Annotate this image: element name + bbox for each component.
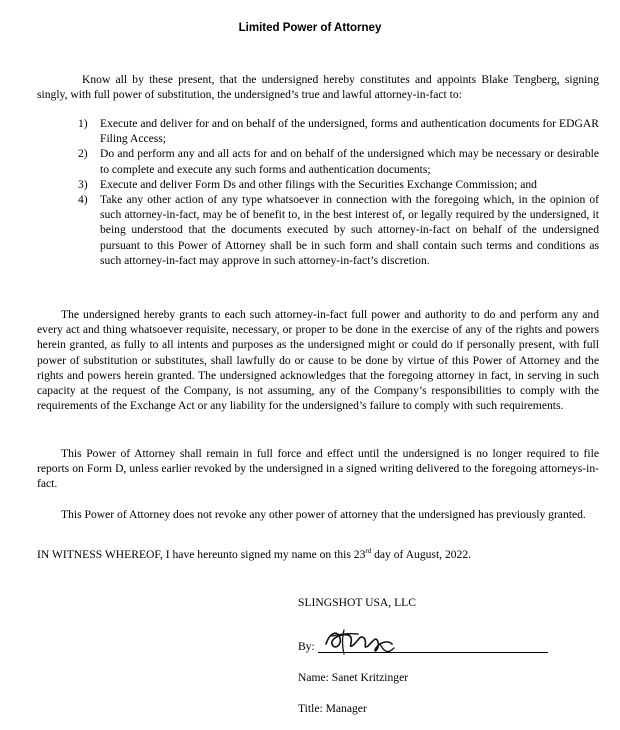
list-item-text: Do and perform any and all acts for and on behalf of the undersigned which may be necessary or desirable to complete and execute any such forms and authentication documents; (100, 147, 599, 176)
intro-paragraph: Know all by these present, that the undersigned hereby constitutes and appoints Blake Tengberg, signing singly, with full power of substitution, the undersigned’s true and lawful attorney-in-fact to: (37, 73, 599, 102)
grant-paragraph: The undersigned hereby grants to each such attorney-in-fact full power and authority to do and perform any and every act and thing whatsoever requisite, necessary, or proper to be done in the exercise of any of the rights and powers herein granted, as fully to all intents and purposes as the undersigned might or could do if personally present, with full power of substitution or substitutes, shall lawfully do or cause to be done by virtue of this Power of Attorney and the rights and powers herein granted. The undersigned acknowledges that the foregoing attorney in fact, in serving in such capacity at the request of the Company, is not assuming, any of the Company’s responsibilities to comply with the requirements of the Exchange Act or any liability for the undersigned’s failure to comply with such requirements. (37, 308, 599, 413)
by-label: By: (298, 640, 315, 653)
powers-list (78, 116, 599, 268)
witness-text-before: IN WITNESS WHEREOF, I have hereunto signed my name on this 23 (37, 548, 366, 561)
list-item-number: 2) (78, 147, 88, 161)
list-item (78, 177, 599, 192)
list-item-text: Execute and deliver for and on behalf of the undersigned, forms and authentication documents for EDGAR Filing Access; (100, 117, 599, 146)
list-item-number: 1) (78, 117, 88, 130)
document-title: Limited Power of Attorney (238, 22, 382, 34)
list-item-number: 3) (78, 177, 88, 191)
handwritten-signature (318, 624, 408, 658)
list-item (78, 146, 599, 176)
signer-title: Title: Manager (298, 702, 367, 715)
duration-paragraph: This Power of Attorney shall remain in full force and effect until the undersigned is no longer required to file reports on Form D, unless earlier revoked by the undersigned in a signed writing delivered to the foregoing attorneys-in-fact. (37, 447, 599, 491)
witness-ordinal-suffix: rd (365, 547, 372, 556)
list-item-text: Execute and deliver Form Ds and other filings with the Securities Exchange Commission; and (100, 177, 537, 191)
company-name: SLINGSHOT USA, LLC (298, 596, 416, 609)
list-item (78, 192, 599, 268)
signer-name: Name: Sanet Kritzinger (298, 671, 409, 684)
list-item-text: Take any other action of any type whatsoever in connection with the foregoing which, in the opinion of such attorney-in-fact, may be of benefit to, in the best interest of, or legally required by the undersigned, it being understood that the documents executed by such attorney-in-fact on behalf of the undersigned pursuant to this Power of Attorney shall be in such form and shall contain such terms and conditions as such attorney-in-fact may approve in such attorney-in-fact’s discretion. (100, 193, 599, 267)
list-item (78, 116, 599, 146)
list-item-number: 4) (78, 193, 88, 207)
revoke-paragraph: This Power of Attorney does not revoke any other power of attorney that the undersigned has previously granted. (61, 508, 586, 521)
witness-line (37, 547, 599, 562)
witness-text-after: day of August, 2022. (371, 548, 472, 561)
